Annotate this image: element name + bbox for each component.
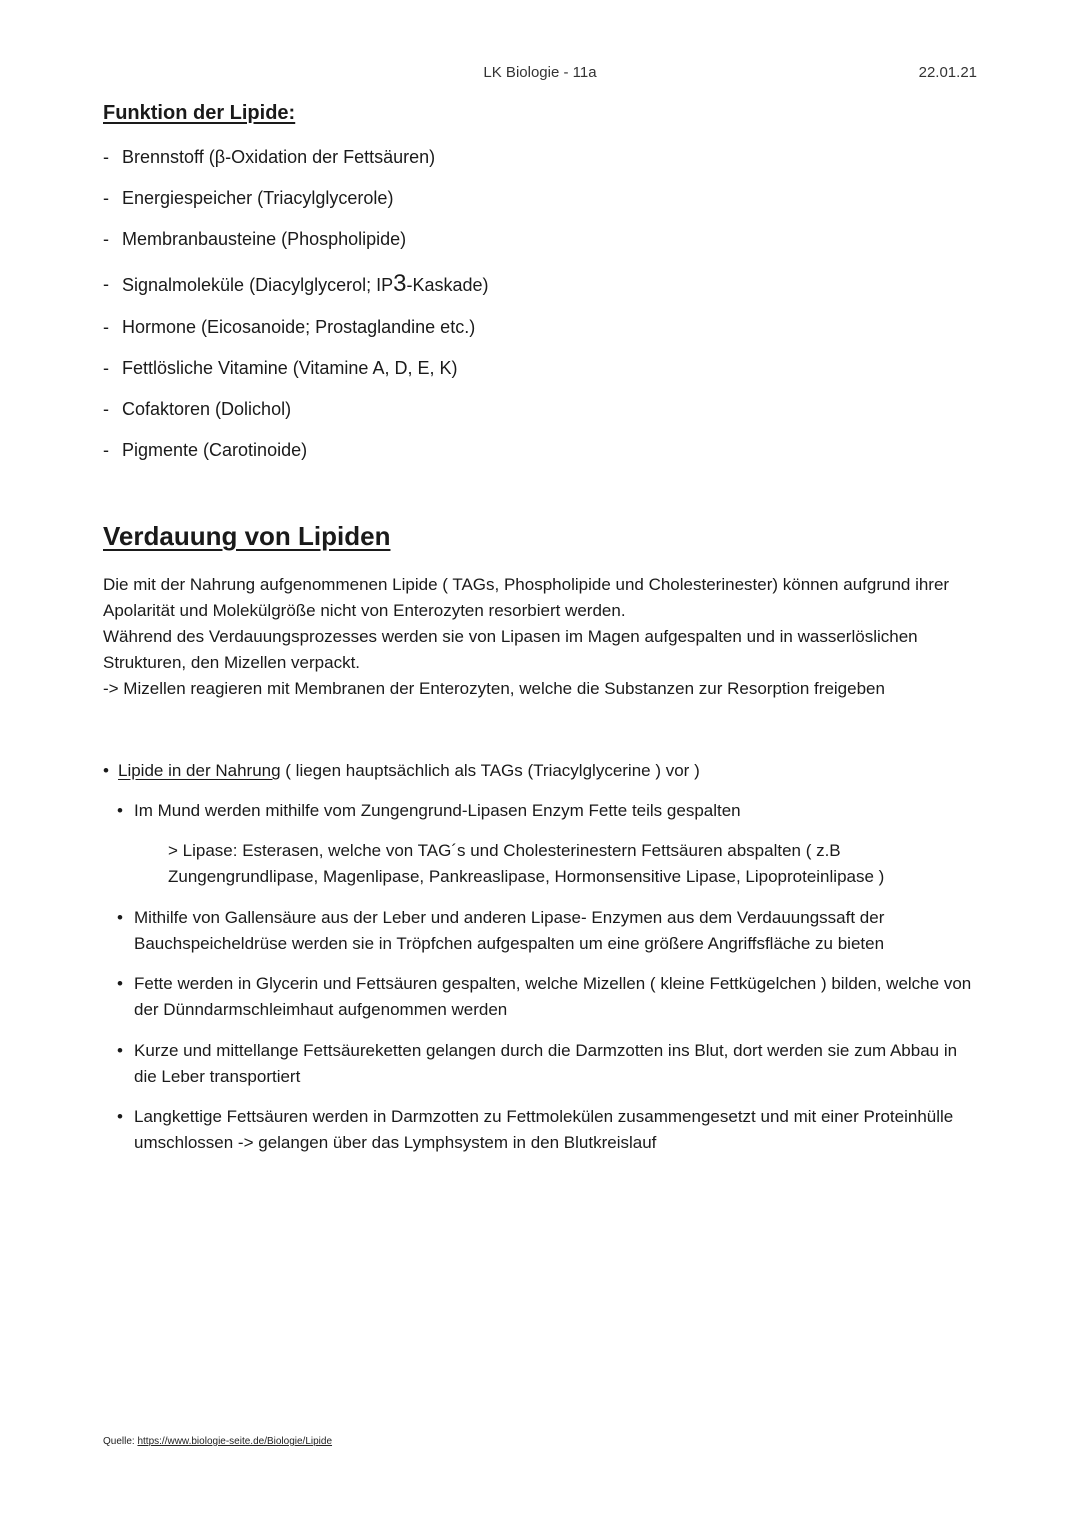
sub-bullet: • Langkettige Fettsäuren werden in Darmzotten zu Fettmolekülen zusammengesetzt und mit einer Proteinhülle umschlossen -> gelangen über das Lymphsystem in den Blutkreislauf [117, 1104, 977, 1156]
paragraph: Während des Verdauungsprozesses werden sie von Lipasen im Magen aufgespalten und in wasserlöslichen Strukturen, den Mizellen verpackt. [103, 627, 918, 672]
header-date: 22.01.21 [918, 64, 977, 81]
source-footer [103, 1436, 332, 1447]
source-label: Quelle: [103, 1436, 138, 1447]
paragraph: Die mit der Nahrung aufgenommenen Lipide ( TAGs, Phospholipide und Cholesterinester) können aufgrund ihrer Apolarität und Molekülgröße nicht von Enterozyten resorbiert werden. [103, 575, 950, 620]
functions-heading: Funktion der Lipide: [103, 102, 296, 124]
sub-bullet: • Fette werden in Glycerin und Fettsäuren gespalten, welche Mizellen ( kleine Fettkügelchen ) bilden, welche von der Dünndarmschleimhaut aufgenommen werden [117, 971, 977, 1023]
main-bullet-label: Lipide in der Nahrung [118, 761, 281, 780]
document-page: LK Biologie - 11a 22.01.21 Funktion der Lipide: - Brennstoff (β-Oxidation der Fettsäuren) - Energiespeicher (Triacylglycerole) - Membranbausteine (Phospholipide) - Signalmoleküle (Diacylglycerol; IP3-Kaskade) - Hormone (Eicosanoide; Prostaglandine etc.) - Fettlösliche Vitamine (Vitamine A, D, E, K) - Cofaktoren (Dolichol) - Pigmente (Carotinoide) Verdauung von Lipiden Die mit der Nahrung aufgenommenen Lipide ( TAGs, Phospholipide und Cholesterinester) können aufgrund ihrer Apolarität und Molekülgröße nicht von Enterozyten resorbiert werden. Während des Verdauungsprozesses werden sie von Lipasen im Magen aufgespalten und in wasserlöslichen Strukturen, den Mizellen verpackt. -> Mizellen reagieren mit Membranen der Enterozyten, welche die Substanzen zur Resorption freigeben • Lipide in der Nahrung ( liegen hauptsächlich als TAGs (Triacylglycerine ) vor ) • Im Mund werden mithilfe vom Zungengrund-Lipasen Enzym Fette teils gespalten > Lipase: Esterasen, welche von TAG´s und Cholesterinestern Fettsäuren abspalten ( z.B Zungengrundlipase, Magenlipase, Pankreaslipase, Hormonsensitive Lipase, Lipoproteinlipase ) • Mithilfe von Gallensäure aus der Leber und anderen Lipase- Enzymen aus dem Verdauungssaft der Bauchspeicheldrüse werden sie in Tröpfchen aufgespalten um eine größere Angriffsfläche zu bieten • Fette werden in Glycerin und Fettsäuren gespalten, welche Mizellen ( kleine Fettkügelchen ) bilden, welche von der Dünndarmschleimhaut aufgenommen werden • Kurze und mittellange Fettsäureketten gelangen durch die Darmzotten ins Blut, dort werden sie zum Abbau in die Leber transportiert • Langkettige Fettsäuren werden in Darmzotten zu Fettmolekülen zusammengesetzt und mit einer Proteinhülle umschlossen -> gelangen über das Lymphsystem in den Blutkreislauf Quelle: https://www.biologie-seite.de/Biologie/Lipide [0, 0, 1080, 1527]
bullet-dot: • [117, 801, 123, 820]
sub-bullet: • Mithilfe von Gallensäure aus der Leber und anderen Lipase- Enzymen aus dem Verdauungssaft der Bauchspeicheldrüse werden sie in Tröpfchen aufgespalten um eine größere Angriffsfläche zu bieten [117, 905, 977, 957]
bullet-dot: • [117, 908, 123, 927]
bullet-dot: • [117, 1041, 123, 1060]
lipase-note: > Lipase: Esterasen, welche von TAG´s und Cholesterinestern Fettsäuren abspalten ( z.B Zungengrundlipase, Magenlipase, Pankreaslipase, Hormonsensitive Lipase, Lipoproteinlipase ) [168, 841, 885, 886]
header-course: LK Biologie - 11a [483, 64, 597, 81]
bullet-dot: • [117, 974, 123, 993]
sub-bullet: • Im Mund werden mithilfe vom Zungengrund-Lipasen Enzym Fette teils gespalten [117, 798, 977, 824]
digestion-heading: Verdauung von Lipiden [103, 521, 391, 551]
paragraph: -> Mizellen reagieren mit Membranen der Enterozyten, welche die Substanzen zur Resorption freigeben [103, 679, 885, 698]
digestion-intro [103, 572, 983, 702]
source-link[interactable]: https://www.biologie-seite.de/Biologie/Lipide [137, 1436, 333, 1447]
bullet-dot: • [103, 761, 109, 780]
main-bullet-text: ( liegen hauptsächlich als TAGs (Triacylglycerine ) vor ) [280, 761, 700, 780]
sub-bullet: • Kurze und mittellange Fettsäureketten gelangen durch die Darmzotten ins Blut, dort werden sie zum Abbau in die Leber transportiert [117, 1038, 977, 1090]
bullet-dot: • [117, 1107, 123, 1126]
